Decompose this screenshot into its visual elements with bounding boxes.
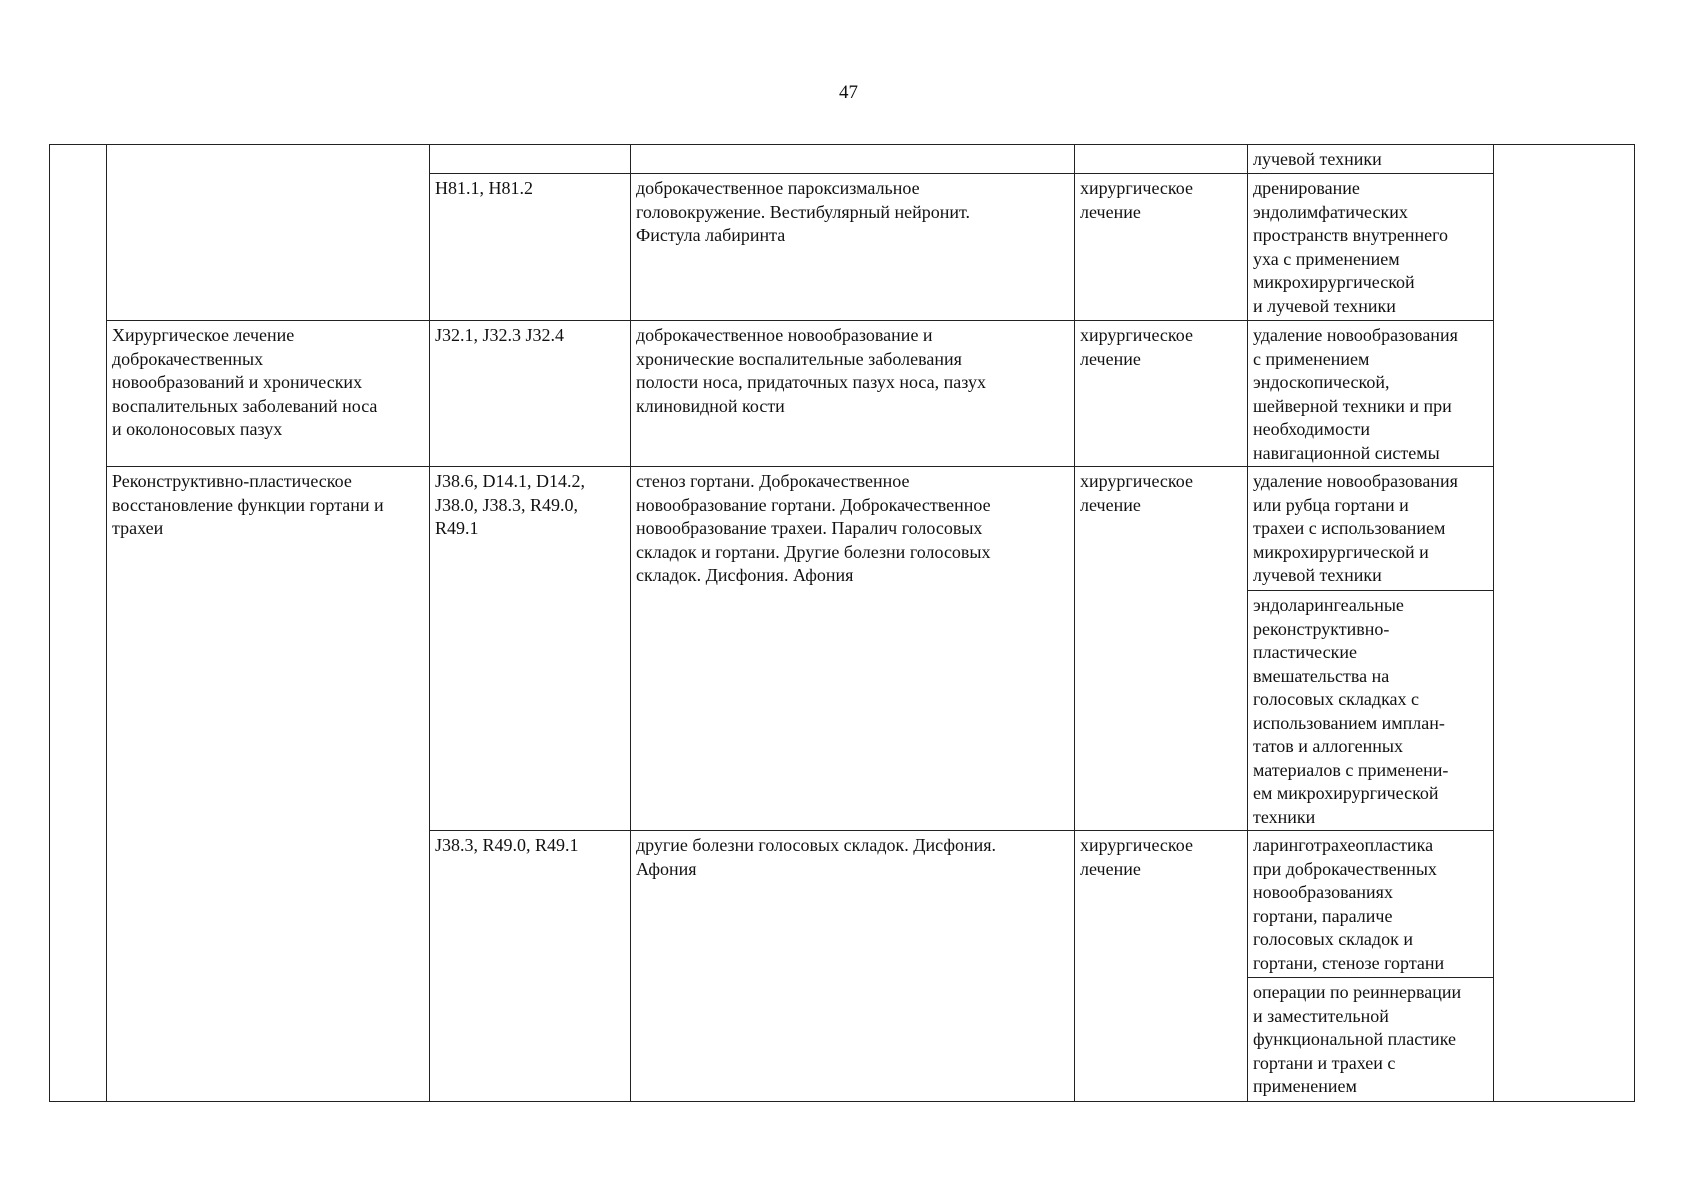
method-cell: дренирование эндолимфатических пространств внутреннего уха с применением микрохирургической и лучевой техники <box>1248 174 1494 321</box>
treatment-type-cell: хирургическое лечение <box>1075 467 1248 831</box>
table-row <box>50 467 1635 591</box>
condition-cell: другие болезни голосовых складок. Дисфония. Афония <box>631 831 1075 1102</box>
treatment-type-cell: хирургическое лечение <box>1075 321 1248 467</box>
care-type-cell: Хирургическое лечение доброкачественных новообразований и хронических воспалительных заболеваний носа и околоносовых пазух <box>107 321 430 467</box>
condition-cell: доброкачественное новообразование и хронические воспалительные заболевания полости носа, придаточных пазух носа, пазух клиновидной кости <box>631 321 1075 467</box>
method-cell: операции по реиннервации и заместительной функциональной пластике гортани и трахеи с применением <box>1248 978 1494 1102</box>
codes-cell: H81.1, H81.2 <box>430 174 631 321</box>
method-cell: ларинготрахеопластика при доброкачественных новообразованиях гортани, параличе голосовых складок и гортани, стенозе гортани <box>1248 831 1494 978</box>
condition-cell: стеноз гортани. Доброкачественное новообразование гортани. Доброкачественное новообразование трахеи. Паралич голосовых складок и гортани. Другие болезни голосовых складок. Дисфония. Афония <box>631 467 1075 831</box>
treatment-type-cell <box>1075 145 1248 174</box>
treatment-type-cell: хирургическое лечение <box>1075 174 1248 321</box>
method-cell: удаление новообразования с применением эндоскопической, шейверной техники и при необходимости навигационной системы <box>1248 321 1494 467</box>
codes-cell <box>430 145 631 174</box>
table-row <box>50 145 1635 174</box>
codes-cell: J32.1, J32.3 J32.4 <box>430 321 631 467</box>
row-number-cell <box>50 145 107 1102</box>
medical-care-table <box>49 144 1635 1102</box>
codes-cell: J38.3, R49.0, R49.1 <box>430 831 631 1102</box>
care-type-cell: Реконструктивно-пластическое восстановление функции гортани и трахеи <box>107 467 430 1102</box>
cost-cell <box>1494 145 1635 1102</box>
care-type-cell <box>107 145 430 321</box>
table-row <box>50 321 1635 467</box>
treatment-type-cell: хирургическое лечение <box>1075 831 1248 1102</box>
method-cell: удаление новообразования или рубца гортани и трахеи с использованием микрохирургической и лучевой техники <box>1248 467 1494 591</box>
condition-cell <box>631 145 1075 174</box>
method-cell: эндоларингеальные реконструктивно- пластические вмешательства на голосовых складках с использованием имплан- татов и аллогенных материалов с применени- ем микрохирургической техники <box>1248 591 1494 831</box>
method-cell: лучевой техники <box>1248 145 1494 174</box>
codes-cell: J38.6, D14.1, D14.2, J38.0, J38.3, R49.0, R49.1 <box>430 467 631 831</box>
page-number: 47 <box>839 82 858 103</box>
condition-cell: доброкачественное пароксизмальное головокружение. Вестибулярный нейронит. Фистула лабиринта <box>631 174 1075 321</box>
